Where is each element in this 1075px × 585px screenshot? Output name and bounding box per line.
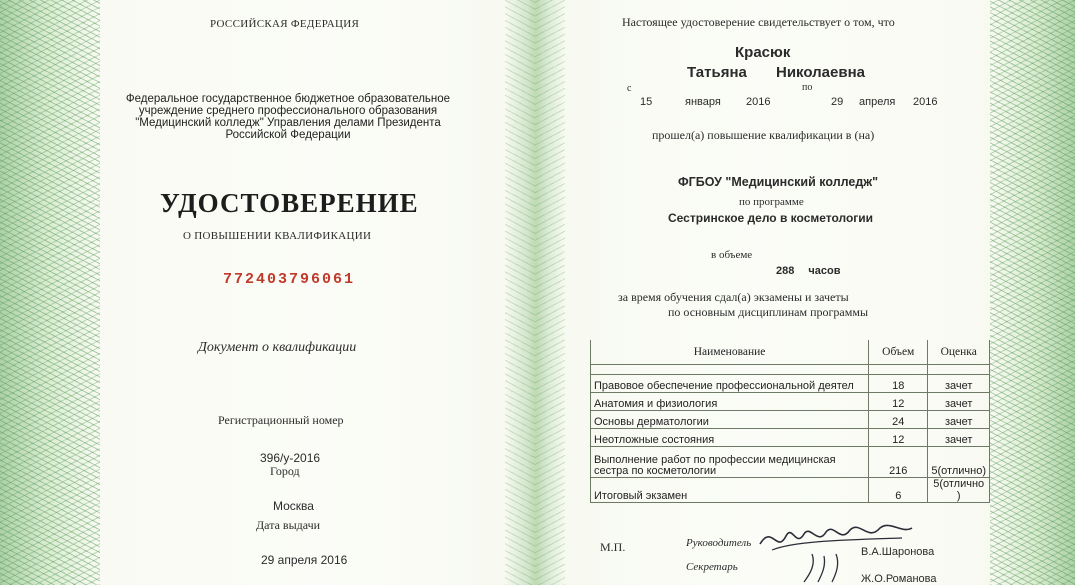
intro-text: Настоящее удостоверение свидетельствует о том, что xyxy=(622,15,895,29)
subject-name: Основы дерматологии xyxy=(591,410,869,428)
issue-date-label: Дата выдачи xyxy=(256,518,321,532)
organization-name: Федеральное государственное бюджетное образовательное учреждение среднего профессионального образования "Медицинский колледж" Управления делами Президента Российской Федерации xyxy=(125,93,451,141)
table-row xyxy=(591,410,990,428)
subject-volume: 12 xyxy=(869,428,928,446)
subject-volume: 18 xyxy=(869,374,928,392)
from-month: января xyxy=(685,96,721,108)
document-subtitle: О ПОВЫШЕНИИ КВАЛИФИКАЦИИ xyxy=(183,230,372,242)
holder-surname: Красюк xyxy=(735,44,791,61)
subject-name: Неотложные состояния xyxy=(591,428,869,446)
table-row xyxy=(591,428,990,446)
subject-name: Итоговый экзамен xyxy=(591,477,869,502)
stamp-place-label: М.П. xyxy=(600,540,626,554)
to-day: 29 xyxy=(831,96,844,108)
head-label: Руководитель xyxy=(686,537,752,549)
registration-number: 396/у-2016 xyxy=(260,451,321,465)
exams-text-line2: по основным дисциплинам программы xyxy=(668,305,869,319)
holder-first-name: Татьяна xyxy=(687,64,747,81)
right-guilloche-border xyxy=(990,0,1075,585)
subject-name: Правовое обеспечение профессиональной деятел xyxy=(591,374,869,392)
subject-volume: 12 xyxy=(869,392,928,410)
subject-grade: зачет xyxy=(928,374,990,392)
header-grade: Оценка xyxy=(928,340,990,364)
program-name: Сестринское дело в косметологии xyxy=(668,211,874,225)
subject-volume: 24 xyxy=(869,410,928,428)
hours-value: 288 xyxy=(776,265,795,277)
hours-unit: часов xyxy=(808,265,841,277)
center-fold-right xyxy=(535,0,565,585)
to-month: апреля xyxy=(859,96,896,108)
subject-grade: 5(отлично) xyxy=(928,446,990,477)
issue-date: 29 апреля 2016 xyxy=(261,553,348,567)
holder-patronymic: Николаевна xyxy=(776,64,865,81)
training-passed-text: прошел(а) повышение квалификации в (на) xyxy=(652,128,875,142)
subject-grade: 5(отлично ) xyxy=(928,477,990,502)
table-row xyxy=(591,446,990,477)
subject-name: Анатомия и физиология xyxy=(591,392,869,410)
table-row xyxy=(591,374,990,392)
serial-number: 772403796061 xyxy=(223,271,356,288)
institution-name: ФГБОУ "Медицинский колледж" xyxy=(678,175,879,189)
city-label: Город xyxy=(270,464,300,478)
table-row xyxy=(591,392,990,410)
from-year: 2016 xyxy=(746,96,771,108)
period-to-label: по xyxy=(802,82,813,93)
subject-grade: зачет xyxy=(928,428,990,446)
subject-grade: зачет xyxy=(928,392,990,410)
subject-name: Выполнение работ по профессии медицинская сестра по косметологии xyxy=(591,446,869,477)
head-name: В.А.Шаронова xyxy=(861,546,935,558)
grades-table xyxy=(590,340,990,503)
subject-grade: зачет xyxy=(928,410,990,428)
qualification-document-label: Документ о квалификации xyxy=(198,340,357,355)
from-day: 15 xyxy=(640,96,653,108)
period-from-label: с xyxy=(627,83,632,94)
program-label: по программе xyxy=(739,196,804,208)
hours-total xyxy=(776,265,840,277)
table-header-row xyxy=(591,340,990,364)
secretary-label: Секретарь xyxy=(686,561,738,573)
document-title: УДОСТОВЕРЕНИЕ xyxy=(160,188,419,218)
registration-number-label: Регистрационный номер xyxy=(218,413,344,427)
table-row xyxy=(591,477,990,502)
country-heading: РОССИЙСКАЯ ФЕДЕРАЦИЯ xyxy=(210,18,360,30)
left-guilloche-border xyxy=(0,0,100,585)
header-name: Наименование xyxy=(591,340,869,364)
volume-label: в объеме xyxy=(711,249,753,261)
header-volume: Объем xyxy=(869,340,928,364)
center-fold-left xyxy=(505,0,535,585)
secretary-name: Ж.О.Романова xyxy=(861,573,937,585)
exams-text-line1: за время обучения сдал(а) экзамены и зачеты xyxy=(618,290,849,304)
subject-volume: 6 xyxy=(869,477,928,502)
subject-volume: 216 xyxy=(869,446,928,477)
city-value: Москва xyxy=(273,499,314,513)
table-spacer xyxy=(591,364,990,374)
to-year: 2016 xyxy=(913,96,938,108)
